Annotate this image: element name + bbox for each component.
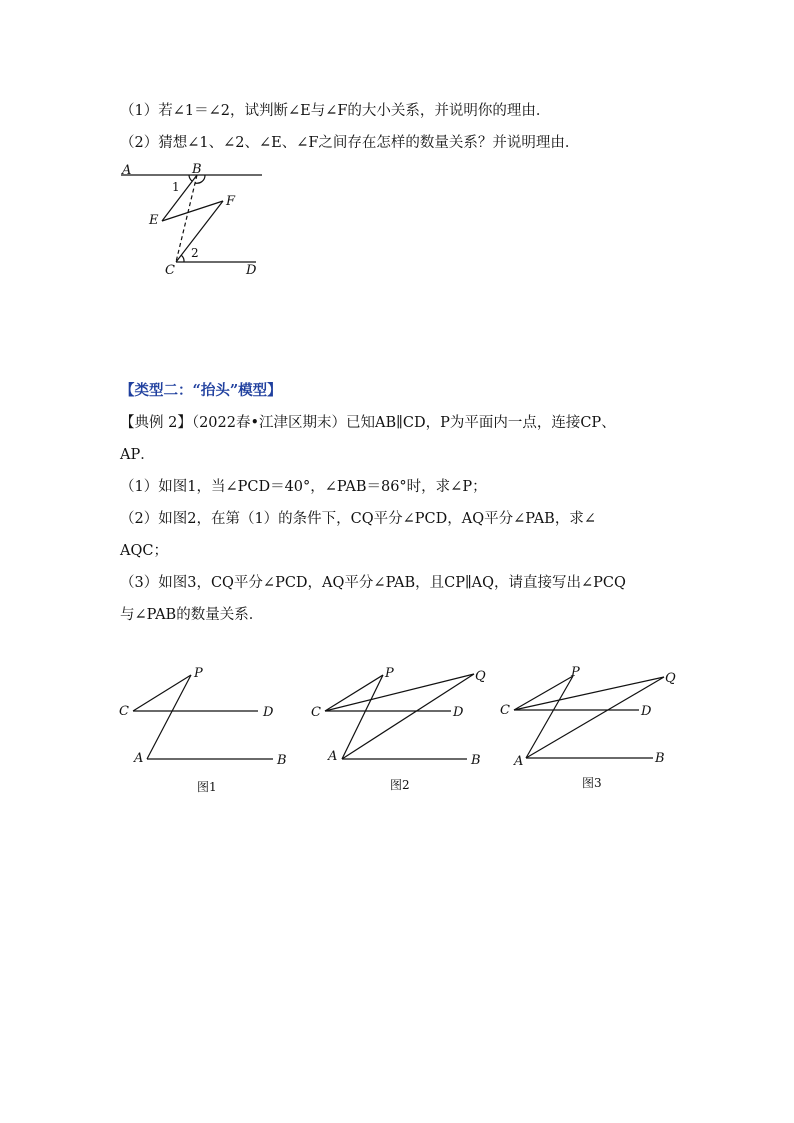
label-b: B [655,751,665,766]
figure-3 [495,660,695,800]
zigzag-figure [115,158,275,283]
section-heading: 【类型二：“抬头”模型】 [120,382,282,399]
label-d: D [263,705,274,720]
label-c: C [500,703,510,718]
label-p: P [571,665,580,680]
label-b: B [277,753,287,768]
label-p: P [385,666,394,681]
label-q: Q [665,671,676,686]
segment-cp [514,676,573,710]
label-a: A [134,751,144,766]
example-question-2-line-2: AQC； [120,543,168,559]
label-c: C [311,705,321,720]
label-a: A [122,163,132,178]
label-b: B [192,162,202,177]
label-d: D [453,705,464,720]
label-a: A [514,754,524,769]
segment-ef [162,201,223,221]
label-b: B [471,753,481,768]
question-1-text: （1）若∠1＝∠2，试判断∠E与∠F的大小关系，并说明你的理由． [120,103,551,119]
label-c: C [165,263,175,278]
segment-pa [147,675,191,759]
figure-2 [305,660,505,800]
label-e: E [149,213,159,228]
label-a: A [328,749,338,764]
segment-pa [526,676,573,758]
figure-1 [110,660,300,800]
example-line-2: AP． [120,447,155,463]
figure-2-caption: 图2 [390,778,410,792]
label-f: F [226,194,236,209]
example-question-2-line-1: （2）如图2，在第（1）的条件下，CQ平分∠PCD，AQ平分∠PAB，求∠ [120,511,596,527]
label-d: D [246,263,257,278]
example-question-1: （1）如图1，当∠PCD＝40°，∠PAB＝86°时，求∠P； [120,479,487,495]
figure-1-caption: 图1 [197,780,217,794]
angle-2-arc [181,255,184,262]
question-2-text: （2）猜想∠1、∠2、∠E、∠F之间存在怎样的数量关系？并说明理由． [120,135,580,151]
figure-3-caption: 图3 [582,776,602,790]
label-1: 1 [172,180,180,194]
segment-cq [325,674,474,711]
label-c: C [119,704,129,719]
segment-cp [133,675,191,711]
label-d: D [641,704,652,719]
example-question-3-line-1: （3）如图3，CQ平分∠PCD，AQ平分∠PAB，且CP∥AQ，请直接写出∠PCQ [120,575,626,591]
example-line-1: 【典例 2】（2022春•江津区期末）已知AB∥CD，P为平面内一点，连接CP、 [120,415,616,431]
label-p: P [194,666,203,681]
label-q: Q [475,669,486,684]
label-2: 2 [191,246,199,260]
example-question-3-line-2: 与∠PAB的数量关系． [120,607,264,623]
